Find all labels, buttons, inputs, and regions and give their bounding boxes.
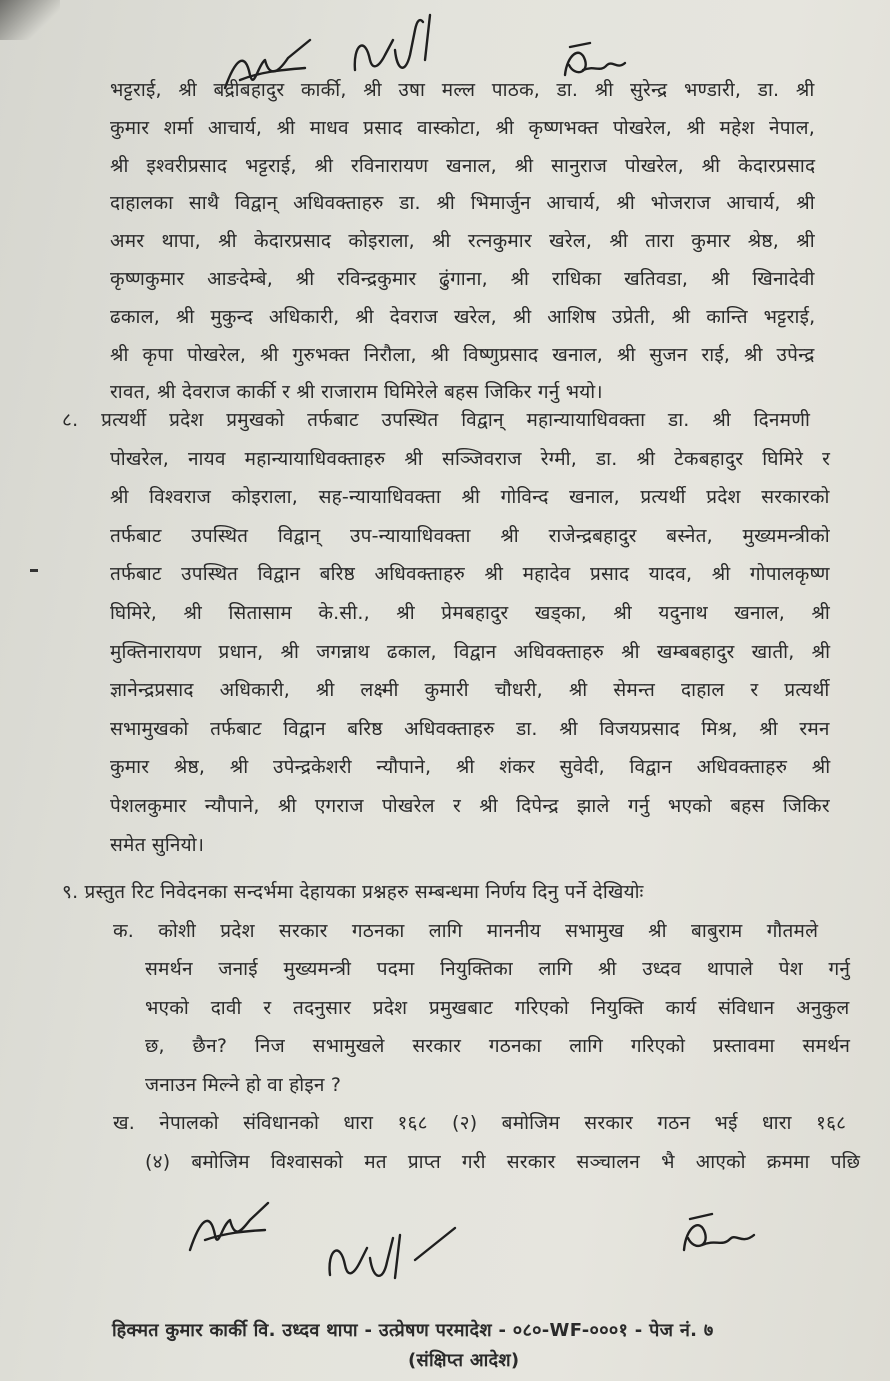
paragraph-7-line: ढकाल, श्री मुकुन्द अधिकारी, श्री देवराज खरेल, श्री आशिष उप्रेती, श्री कान्ति भट्टराई, <box>110 306 816 328</box>
paragraph-9-line: ख. नेपालको संविधानको धारा १६८ (२) बमोजिम सरकार गठन भई धारा १६८ <box>113 1112 847 1134</box>
paragraph-8-line: कुमार श्रेष्ठ, श्री उपेन्द्रकेशरी न्यौपाने, श्री शंकर सुवेदी, विद्वान अधिवक्ताहरु श्री <box>110 756 831 778</box>
footer-order-type: (संक्षिप्त आदेश) <box>408 1350 520 1371</box>
paragraph-9-line: क. कोशी प्रदेश सरकार गठनका लागि माननीय सभामुख श्री बाबुराम गौतमले <box>113 920 819 942</box>
paragraph-8-line: मुक्तिनारायण प्रधान, श्री जगन्नाथ ढकाल, विद्वान अधिवक्ताहरु श्री खम्बबहादुर खाती, श्री <box>110 641 831 663</box>
paragraph-8-line: ८. प्रत्यर्थी प्रदेश प्रमुखको तर्फबाट उपस्थित विद्वान् महान्यायाधिवक्ता डा. श्री दिनमणी <box>62 409 811 431</box>
paragraph-7-line: श्री कृपा पोखरेल, श्री गुरुभक्त निरौला, श्री विष्णुप्रसाद खनाल, श्री सुजन राई, श्री उपेन्द्र <box>110 344 815 366</box>
paragraph-8-line: घिमिरे, श्री सितासाम के.सी., श्री प्रेमबहादुर खड्का, श्री यदुनाथ खनाल, श्री <box>110 602 831 624</box>
signature-bottom-left <box>180 1195 275 1260</box>
paragraph-8-line: समेत सुनियो। <box>110 834 205 856</box>
paragraph-9-line: समर्थन जनाई मुख्यमन्त्री पदमा नियुक्तिका लागि श्री उध्दव थापाले पेश गर्नु <box>145 958 851 980</box>
paragraph-9-line: (४) बमोजिम विश्वासको मत प्राप्त गरी सरकार सञ्चालन भै आएको क्रममा पछि <box>145 1151 861 1173</box>
paragraph-9-line: छ, छैन? निज सभामुखले सरकार गठनका लागि गरिएको प्रस्तावमा समर्थन <box>145 1035 851 1057</box>
paragraph-7-line: रावत, श्री देवराज कार्की र श्री राजाराम घिमिरेले बहस जिकिर गर्नु भयो। <box>110 381 603 403</box>
paragraph-8-line: ज्ञानेन्द्रप्रसाद अधिकारी, श्री लक्ष्मी कुमारी चौधरी, श्री सेमन्त दाहाल र प्रत्यर्थी <box>110 679 830 701</box>
paragraph-7-line: श्री इश्वरीप्रसाद भट्टराई, श्री रविनारायण खनाल, श्री सानुराज पोखरेल, श्री केदारप्रसाद <box>110 155 816 177</box>
signature-bottom-middle <box>315 1220 465 1295</box>
paragraph-7-line: कुमार शर्मा आचार्य, श्री माधव प्रसाद वास्कोटा, श्री कृष्णभक्त पोखरेल, श्री महेश नेपाल, <box>110 117 815 139</box>
page-corner-shadow <box>0 0 60 40</box>
footer-case-reference: हिक्मत कुमार कार्की वि. उध्दव थापा - उत्प्रेषण परमादेश - ०८०-WF-०००१ - पेज नं. ७ <box>112 1320 714 1341</box>
paragraph-8-line: श्री विश्वराज कोइराला, सह-न्यायाधिवक्ता श्री गोविन्द खनाल, प्रत्यर्थी प्रदेश सरकारको <box>110 486 830 508</box>
margin-mark <box>30 569 38 572</box>
paragraph-7-line: अमर थापा, श्री केदारप्रसाद कोइराला, श्री रत्नकुमार खरेल, श्री तारा कुमार श्रेष्ठ, श्री <box>110 230 815 252</box>
paragraph-8-line: तर्फबाट उपस्थित विद्वान् उप-न्यायाधिवक्ता श्री राजेन्द्रबहादुर बस्नेत, मुख्यमन्त्रीको <box>110 525 830 547</box>
paragraph-8-line: तर्फबाट उपस्थित विद्वान बरिष्ठ अधिवक्ताहरु श्री महादेव प्रसाद यादव, श्री गोपालकृष्ण <box>110 563 830 585</box>
paragraph-9-line: ९. प्रस्तुत रिट निवेदनका सन्दर्भमा देहायका प्रश्नहरु सम्बन्धमा निर्णय दिनु पर्ने देखियोः <box>62 881 644 903</box>
signature-bottom-right <box>672 1205 767 1265</box>
paragraph-7-line: कृष्णकुमार आङदेम्बे, श्री रविन्द्रकुमार ढुंगाना, श्री राधिका खतिवडा, श्री खिनादेवी <box>110 268 815 290</box>
paragraph-7-line: भट्टराई, श्री बद्रीबहादुर कार्की, श्री उषा मल्ल पाठक, डा. श्री सुरेन्द्र भण्डारी, डा. श्री <box>110 79 815 101</box>
paragraph-7-line: दाहालका साथै विद्वान् अधिवक्ताहरु डा. श्री भिमार्जुन आचार्य, श्री भोजराज आचार्य, श्री <box>110 192 815 214</box>
paragraph-8-line: पेशलकुमार न्यौपाने, श्री एगराज पोखरेल र श्री दिपेन्द्र झाले गर्नु भएको बहस जिकिर <box>110 795 830 817</box>
paragraph-8-line: सभामुखको तर्फबाट विद्वान बरिष्ठ अधिवक्ताहरु डा. श्री विजयप्रसाद मिश्र, श्री रमन <box>110 718 830 740</box>
paragraph-9-line: जनाउन मिल्ने हो वा होइन ? <box>145 1074 342 1096</box>
paragraph-8-line: पोखरेल, नायव महान्यायाधिवक्ताहरु श्री सञ्जिवराज रेग्मी, डा. श्री टेकबहादुर घिमिरे र <box>110 448 831 470</box>
paragraph-9-line: भएको दावी र तदनुसार प्रदेश प्रमुखबाट गरिएको नियुक्ति कार्य संविधान अनुकुल <box>145 997 850 1019</box>
